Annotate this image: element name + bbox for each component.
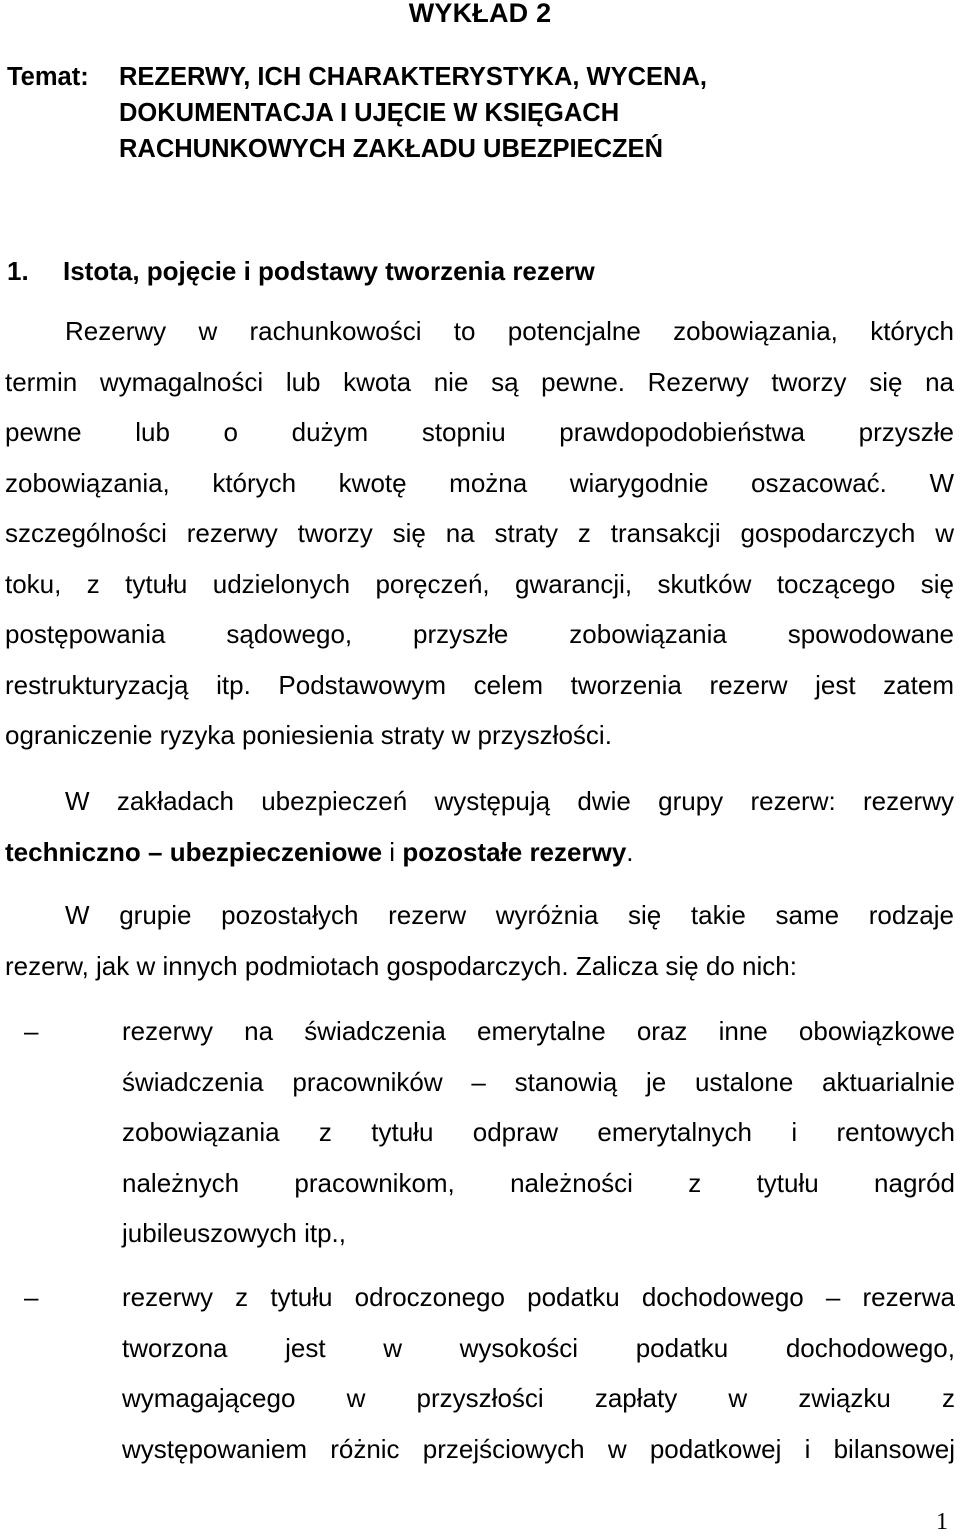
topic-line: REZERWY, ICH CHARAKTERYSTYKA, WYCENA, bbox=[119, 63, 707, 91]
paragraph-line: szczególności rezerwy tworzy się na straty z transakcji gospodarczych w bbox=[5, 518, 954, 548]
paragraph-groups bbox=[5, 776, 954, 877]
paragraph-line: restrukturyzacją itp. Podstawowym celem tworzenia rezerw jest zatem bbox=[5, 669, 954, 700]
paragraph-line: postępowania sądowego, przyszłe zobowiązania spowodowane bbox=[5, 619, 954, 649]
page-number: 1 bbox=[936, 1509, 948, 1535]
list-item-line: jubileuszowych itp., bbox=[122, 1218, 346, 1248]
topic-text bbox=[119, 59, 949, 167]
list-item-line: należnych pracownikom, należności z tytułu nagród bbox=[122, 1167, 955, 1198]
list-item-line: świadczenia pracowników – stanowią je ustalone aktuarialnie bbox=[122, 1066, 955, 1097]
topic-line: DOKUMENTACJA I UJĘCIE W KSIĘGACH bbox=[119, 99, 620, 127]
paragraph-line: pewne lub o dużym stopniu prawdopodobieństwa przyszłe bbox=[5, 417, 954, 447]
topic-label: Temat: bbox=[7, 63, 89, 91]
paragraph-line: rezerw, jak w innych podmiotach gospodarczych. Zalicza się do nich: bbox=[5, 950, 797, 981]
paragraph-line: termin wymagalności lub kwota nie są pewne. Rezerwy tworzy się na bbox=[5, 366, 954, 397]
paragraph-definition bbox=[5, 306, 954, 761]
lecture-title: WYKŁAD 2 bbox=[408, 0, 552, 28]
paragraph-line bbox=[5, 827, 954, 878]
paragraph-line: W zakładach ubezpieczeń występują dwie grupy rezerw: rezerwy bbox=[65, 786, 954, 816]
list-item-line: wymagającego w przyszłości zapłaty w związku z bbox=[122, 1383, 955, 1413]
period-text: . bbox=[626, 836, 634, 867]
paragraph-line: toku, z tytułu udzielonych poręczeń, gwarancji, skutków toczącego się bbox=[5, 568, 954, 599]
paragraph-line: ograniczenie ryzyka poniesienia straty w przyszłości. bbox=[5, 720, 612, 750]
connector-text: i bbox=[382, 836, 403, 867]
list-item-line: występowaniem różnic przejściowych w podatkowej i bilansowej bbox=[122, 1433, 955, 1464]
list-item-body bbox=[122, 1006, 955, 1259]
list-item-line: rezerwy z tytułu odroczonego podatku dochodowego – rezerwa bbox=[122, 1282, 955, 1312]
topic-line: RACHUNKOWYCH ZAKŁADU UBEZPIECZEŃ bbox=[119, 135, 663, 163]
dash-bullet: – bbox=[24, 1016, 39, 1046]
paragraph-line: Rezerwy w rachunkowości to potencjalne zobowiązania, których bbox=[65, 316, 954, 346]
paragraph-line: zobowiązania, których kwotę można wiarygodnie oszacować. W bbox=[5, 467, 954, 498]
section-heading bbox=[7, 254, 595, 288]
list-item-line: zobowiązania z tytułu odpraw emerytalnych i rentowych bbox=[122, 1117, 955, 1147]
paragraph-line: W grupie pozostałych rezerw wyróżnia się takie same rodzaje bbox=[65, 900, 954, 930]
list-item-body bbox=[122, 1272, 955, 1474]
dash-bullet: – bbox=[24, 1282, 39, 1312]
list-item-line: tworzona jest w wysokości podatku dochodowego, bbox=[122, 1332, 955, 1363]
section-number: 1. bbox=[7, 256, 29, 286]
paragraph-other-reserves bbox=[5, 890, 954, 991]
bold-term-technical: techniczno – ubezpieczeniowe bbox=[5, 836, 383, 867]
list-item-line: rezerwy na świadczenia emerytalne oraz inne obowiązkowe bbox=[122, 1016, 955, 1046]
bold-term-other: pozostałe rezerwy bbox=[402, 836, 627, 867]
section-title: Istota, pojęcie i podstawy tworzenia rezerw bbox=[63, 256, 595, 286]
